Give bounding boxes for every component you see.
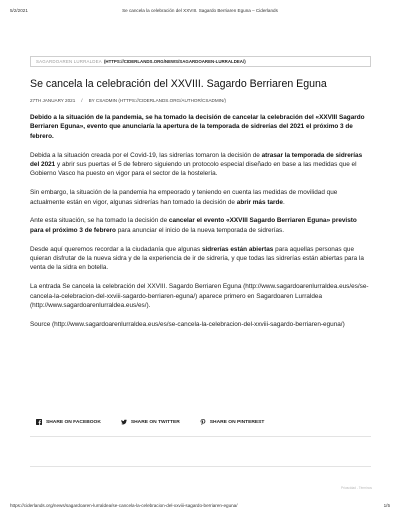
article-date: 27TH JANUARY 2021 bbox=[30, 98, 76, 103]
divider bbox=[30, 466, 371, 467]
pinterest-icon bbox=[200, 419, 206, 425]
share-facebook-label: SHARE ON FACEBOOK bbox=[46, 419, 101, 425]
share-bar bbox=[36, 419, 264, 425]
print-header bbox=[10, 8, 390, 16]
share-twitter-label: SHARE ON TWITTER bbox=[130, 419, 180, 425]
article-content bbox=[30, 113, 371, 329]
intro-paragraph: Debido a la situación de la pandemia, se ha tomado la decisión de cancelar la celebración del «XXVIII Sagardo Berriaren Eguna», evento que anunciaría la apertura de la temporada de sidrerías del 2021 el próximo 3 de febrero. bbox=[30, 114, 365, 140]
print-date: 5/2/2021 bbox=[10, 8, 28, 13]
breadcrumb-category-link[interactable]: SAGARDOAREN LURRALDEA bbox=[36, 59, 102, 64]
share-pinterest-button[interactable] bbox=[200, 419, 265, 425]
source-link[interactable]: Source (http://www.sagardoarenlurraldea.eus/es/se-cancela-la-celebracion-del-xxviii-sagardo-berriaren-eguna/) bbox=[30, 320, 345, 328]
print-footer-url: https://ciderlands.org/news/sagardoaren-lurraldea/se-cancela-la-celebracion-del-xxviii-sagardo-berriaren-eguna/ bbox=[10, 503, 238, 508]
article-author-link[interactable]: BY CSADMIN (HTTPS://CIDERLANDS.ORG/AUTHOR/CSADMIN/) bbox=[88, 98, 227, 103]
breadcrumb bbox=[30, 56, 371, 67]
source-note: La entrada Se cancela la celebración del XXVIII. Sagardo Berriaren Eguna (http://www.sagardoarenlurraldea.eus/es/se-cancela-la-celebracion-del-xxviii-sagardo-berriaren-eguna/) aparece primero en Sagardoaren Lurraldea (http://www.sagardoarenlurraldea.eus/es/). bbox=[30, 283, 369, 310]
share-facebook-button[interactable] bbox=[36, 419, 101, 425]
print-page-number: 1/5 bbox=[383, 503, 390, 508]
article-title: Se cancela la celebración del XXVIII. Sagardo Berriaren Eguna bbox=[30, 78, 327, 90]
meta-separator: / bbox=[81, 98, 83, 103]
divider bbox=[30, 436, 371, 437]
privacy-terms-link[interactable]: Privacidad - Términos bbox=[341, 486, 372, 490]
share-twitter-button[interactable] bbox=[121, 419, 180, 425]
twitter-icon bbox=[121, 419, 127, 425]
paragraph: Sin embargo, la situación de la pandemia ha empeorado y teniendo en cuenta las medidas de movilidad que actualmente están en vigor, algunas sidrerías han tomado la decisión de abrir más tarde. bbox=[30, 189, 338, 206]
paragraph: Ante esta situación, se ha tomado la decisión de cancelar el evento «XXVIII Sagardo Berriaren Eguna» previsto para el próximo 3 de febrero para anunciar el inicio de la nueva temporada de sidrerías. bbox=[30, 217, 357, 234]
facebook-icon bbox=[36, 419, 42, 425]
paragraph: Debida a la situación creada por el Covid-19, las sidrerías tomaron la decisión de atrasar la temporada de sidrerías del 2021 y abrir sus puertas el 5 de febrero siguiendo un protocolo especial diseñado en base a las medidas que el Gobierno Vasco ha puesto en vigor para el sector de la hostelería. bbox=[30, 151, 363, 178]
breadcrumb-url: (HTTPS://CIDERLANDS.ORG/NEWS/SAGARDOAREN-LURRALDEA/) bbox=[103, 59, 246, 64]
article-page bbox=[30, 56, 371, 339]
paragraph: Desde aquí queremos recordar a la ciudadanía que algunas sidrerías están abiertas para aquellas personas que quieran disfrutar de la nueva sidra y de la experiencia de ir de sidrería, y que todas las sidrerías están abiertas para la venta de la sidra en botella. bbox=[30, 245, 364, 272]
share-pinterest-label: SHARE ON PINTEREST bbox=[209, 419, 265, 425]
article-meta bbox=[30, 98, 371, 103]
print-doc-title: Se cancela la celebración del XXVIII. Sagardo Berriaren Eguna – Ciderlands bbox=[122, 8, 278, 13]
print-footer bbox=[10, 503, 390, 511]
